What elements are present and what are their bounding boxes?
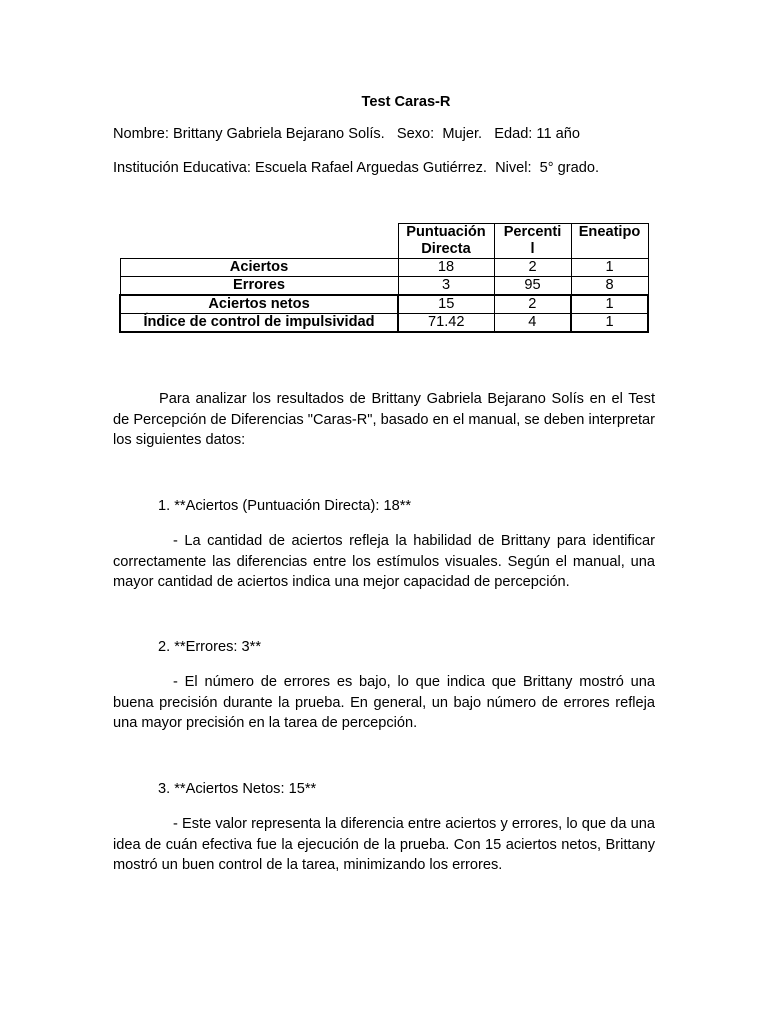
row-label: Errores <box>120 277 398 296</box>
header-pc-line2: l <box>530 241 535 257</box>
cell-pd: 71.42 <box>398 314 494 333</box>
item-heading: 3. **Aciertos Netos: 15** <box>158 781 317 797</box>
header-eneatipo: Eneatipo <box>571 224 648 259</box>
table-header-blank <box>120 224 398 259</box>
header-pd-line1: Puntuación <box>406 224 486 240</box>
item-heading: 2. **Errores: 3** <box>158 639 262 655</box>
item-paragraph: - El número de errores es bajo, lo que indica que Brittany mostró una buena precisión durante la prueba. En general, un bajo número de errores refleja una mayor precisión en la tarea de percepción. <box>113 674 655 731</box>
cell-pd: 18 <box>398 259 494 277</box>
header-pd-line2: Directa <box>421 241 471 257</box>
item-paragraph: - La cantidad de aciertos refleja la habilidad de Brittany para identificar correctamente las diferencias entre los estímulos visuales. Según el manual, una mayor cantidad de aciertos indica una mejor capacidad de percepción. <box>113 533 655 590</box>
table-header-row <box>120 224 648 259</box>
header-pc-line1: Percenti <box>503 224 562 240</box>
cell-pc: 2 <box>494 259 571 277</box>
cell-pd: 15 <box>398 295 494 314</box>
cell-en: 1 <box>571 295 648 314</box>
cell-pc: 95 <box>494 277 571 296</box>
cell-pc: 2 <box>494 295 571 314</box>
table-row <box>120 314 648 333</box>
row-label: Aciertos <box>120 259 398 277</box>
header-percentil <box>494 224 571 259</box>
results-table <box>119 223 649 333</box>
item-heading: 1. **Aciertos (Puntuación Directa): 18** <box>158 498 412 514</box>
table-row <box>120 295 648 314</box>
intro-paragraph: Para analizar los resultados de Brittany Gabriela Bejarano Solís en el Test de Percepción de Diferencias "Caras-R", basado en el manual, se deben interpretar los siguientes datos: <box>113 391 655 448</box>
row-label: Índice de control de impulsividad <box>120 314 398 333</box>
cell-en: 1 <box>571 314 648 333</box>
cell-en: 8 <box>571 277 648 296</box>
table-row <box>120 277 648 296</box>
item-paragraph: - Este valor representa la diferencia entre aciertos y errores, lo que da una idea de cuán efectiva fue la ejecución de la prueba. Con 15 aciertos netos, Brittany mostró un buen control de la tarea, minimizando los errores. <box>113 816 655 873</box>
cell-en: 1 <box>571 259 648 277</box>
cell-pc: 4 <box>494 314 571 333</box>
row-label: Aciertos netos <box>120 295 398 314</box>
document-title: Test Caras-R <box>361 94 451 110</box>
institution-info-line: Institución Educativa: Escuela Rafael Arguedas Gutiérrez. Nivel: 5° grado. <box>113 160 600 176</box>
cell-pd: 3 <box>398 277 494 296</box>
header-puntuacion-directa <box>398 224 494 259</box>
table-row <box>120 259 648 277</box>
student-info-line: Nombre: Brittany Gabriela Bejarano Solís. Sexo: Mujer. Edad: 11 año <box>113 126 580 142</box>
